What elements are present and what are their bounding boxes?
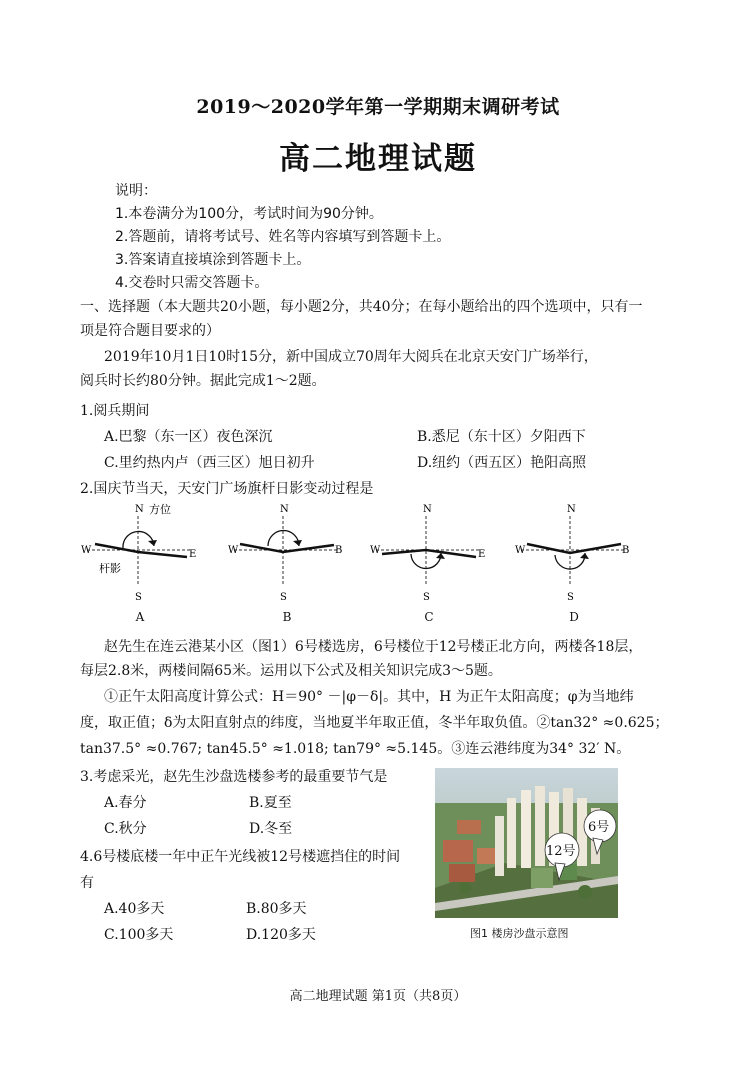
shadow-diagram-a-graphic <box>75 500 205 610</box>
compass-e-label: E <box>478 549 486 560</box>
compass-n-label: N <box>280 504 289 515</box>
exam-subtitle: 高二地理试题 <box>279 141 477 177</box>
page-footer: 高二地理试题 第1页（共8页） <box>289 989 467 1004</box>
notes-heading: 说明： <box>115 183 157 199</box>
compass-b-label: B <box>335 545 343 556</box>
intro-2-line-4: 度，取正值；δ为太阳直射点的纬度，当地夏半年取正值，冬半年取负值。②tan32° ≈0.625； <box>80 715 669 731</box>
diagram-label-d: D <box>569 610 579 624</box>
sandbox-image <box>435 768 618 918</box>
question-1-stem: 1.阅兵期间 <box>80 403 150 419</box>
question-3-option-a: A.春分 <box>104 795 147 811</box>
question-3-option-c: C.秋分 <box>104 821 147 837</box>
note-item-3: 3.答案请直接填涂到答题卡上。 <box>115 252 311 268</box>
question-1-option-d: D.纽约（西五区）艳阳高照 <box>417 455 587 471</box>
compass-n-label: N <box>135 504 144 515</box>
figure-caption: 图1 楼房沙盘示意图 <box>470 927 569 940</box>
compass-w-label: W <box>370 545 381 556</box>
note-item-1: 1.本卷满分为100分，考试时间为90分钟。 <box>115 206 383 222</box>
intro-2-line-5: tan37.5° ≈0.767; tan45.5° ≈1.018; tan79° ≈5.145。③连云港纬度为34° 32′ N。 <box>80 741 631 757</box>
question-1-option-b: B.悉尼（东十区）夕阳西下 <box>417 429 586 445</box>
shadow-diagram-c-graphic <box>364 500 494 610</box>
compass-s-label: S <box>423 592 430 603</box>
compass-n-label: N <box>567 504 576 515</box>
question-4-option-b: B.80多天 <box>246 901 307 917</box>
intro-2-line-1: 赵先生在连云港某小区（图1）6号楼选房，6号楼位于12号楼正北方向，两楼各18层， <box>104 639 643 655</box>
intro-1-line-1: 2019年10月1日10时15分，新中国成立70周年大阅兵在北京天安门广场举行， <box>104 349 598 365</box>
shadow-diagram-c <box>364 500 494 625</box>
compass-b-label: B <box>622 545 630 556</box>
shadow-diagram-b-graphic <box>222 500 352 610</box>
building-sandbox-figure <box>435 768 618 918</box>
diagram-label-a: A <box>135 610 145 624</box>
question-3-option-d: D.冬至 <box>249 821 293 837</box>
shadow-diagram-d-graphic <box>509 500 639 610</box>
question-1-option-a: A.巴黎（东一区）夜色深沉 <box>104 429 273 445</box>
shadow-diagram-a <box>75 500 205 625</box>
question-2-stem: 2.国庆节当天，天安门广场旗杆日影变动过程是 <box>80 481 374 497</box>
shadow-note: 杆影 <box>99 562 121 575</box>
compass-s-label: S <box>280 592 287 603</box>
section-heading-line-1: 一、选择题（本大题共20小题，每小题2分，共40分；在每小题给出的四个选项中，只有一 <box>80 299 643 315</box>
compass-s-label: S <box>135 592 142 603</box>
section-heading-line-2: 项是符合题目要求的） <box>80 323 220 339</box>
intro-2-line-3: ①正午太阳高度计算公式：H＝90° －|φ－δ|。其中，H 为正午太阳高度；φ为当地纬 <box>104 689 634 705</box>
label-building-6: 6号 <box>588 820 610 835</box>
question-4-option-c: C.100多天 <box>104 927 174 943</box>
intro-2-line-2: 每层2.8米，两楼间隔65米。运用以下公式及相关知识完成3～5题。 <box>80 663 502 679</box>
shadow-diagram-b <box>222 500 352 625</box>
compass-w-label: W <box>81 545 92 556</box>
diagram-label-b: B <box>282 610 292 624</box>
question-3-stem: 3.考虑采光，赵先生沙盘选楼参考的最重要节气是 <box>80 769 388 785</box>
question-1-option-c: C.里约热内卢（西三区）旭日初升 <box>104 455 315 471</box>
compass-w-label: W <box>228 545 239 556</box>
diagram-label-c: C <box>424 610 434 624</box>
intro-1-line-2: 阅兵时长约80分钟。据此完成1～2题。 <box>80 373 326 389</box>
shadow-diagram-d <box>509 500 639 625</box>
compass-n-label: N <box>423 504 432 515</box>
question-4-option-d: D.120多天 <box>246 927 316 943</box>
question-4-stem-line-2: 有 <box>80 875 94 891</box>
question-4-option-a: A.40多天 <box>104 901 165 917</box>
compass-w-label: W <box>515 545 526 556</box>
compass-s-label: S <box>567 592 574 603</box>
compass-e-label: E <box>189 549 197 560</box>
question-3-option-b: B.夏至 <box>249 795 292 811</box>
question-4-stem-line-1: 4.6号楼底楼一年中正午光线被12号楼遮挡住的时间 <box>80 849 401 865</box>
note-item-4: 4.交卷时只需交答题卡。 <box>115 275 269 291</box>
label-building-12: 12号 <box>546 844 576 859</box>
note-item-2: 2.答题前，请将考试号、姓名等内容填写到答题卡上。 <box>115 229 451 245</box>
direction-note: 方位 <box>149 503 171 516</box>
exam-title: 2019～2020学年第一学期期末调研考试 <box>196 96 560 118</box>
